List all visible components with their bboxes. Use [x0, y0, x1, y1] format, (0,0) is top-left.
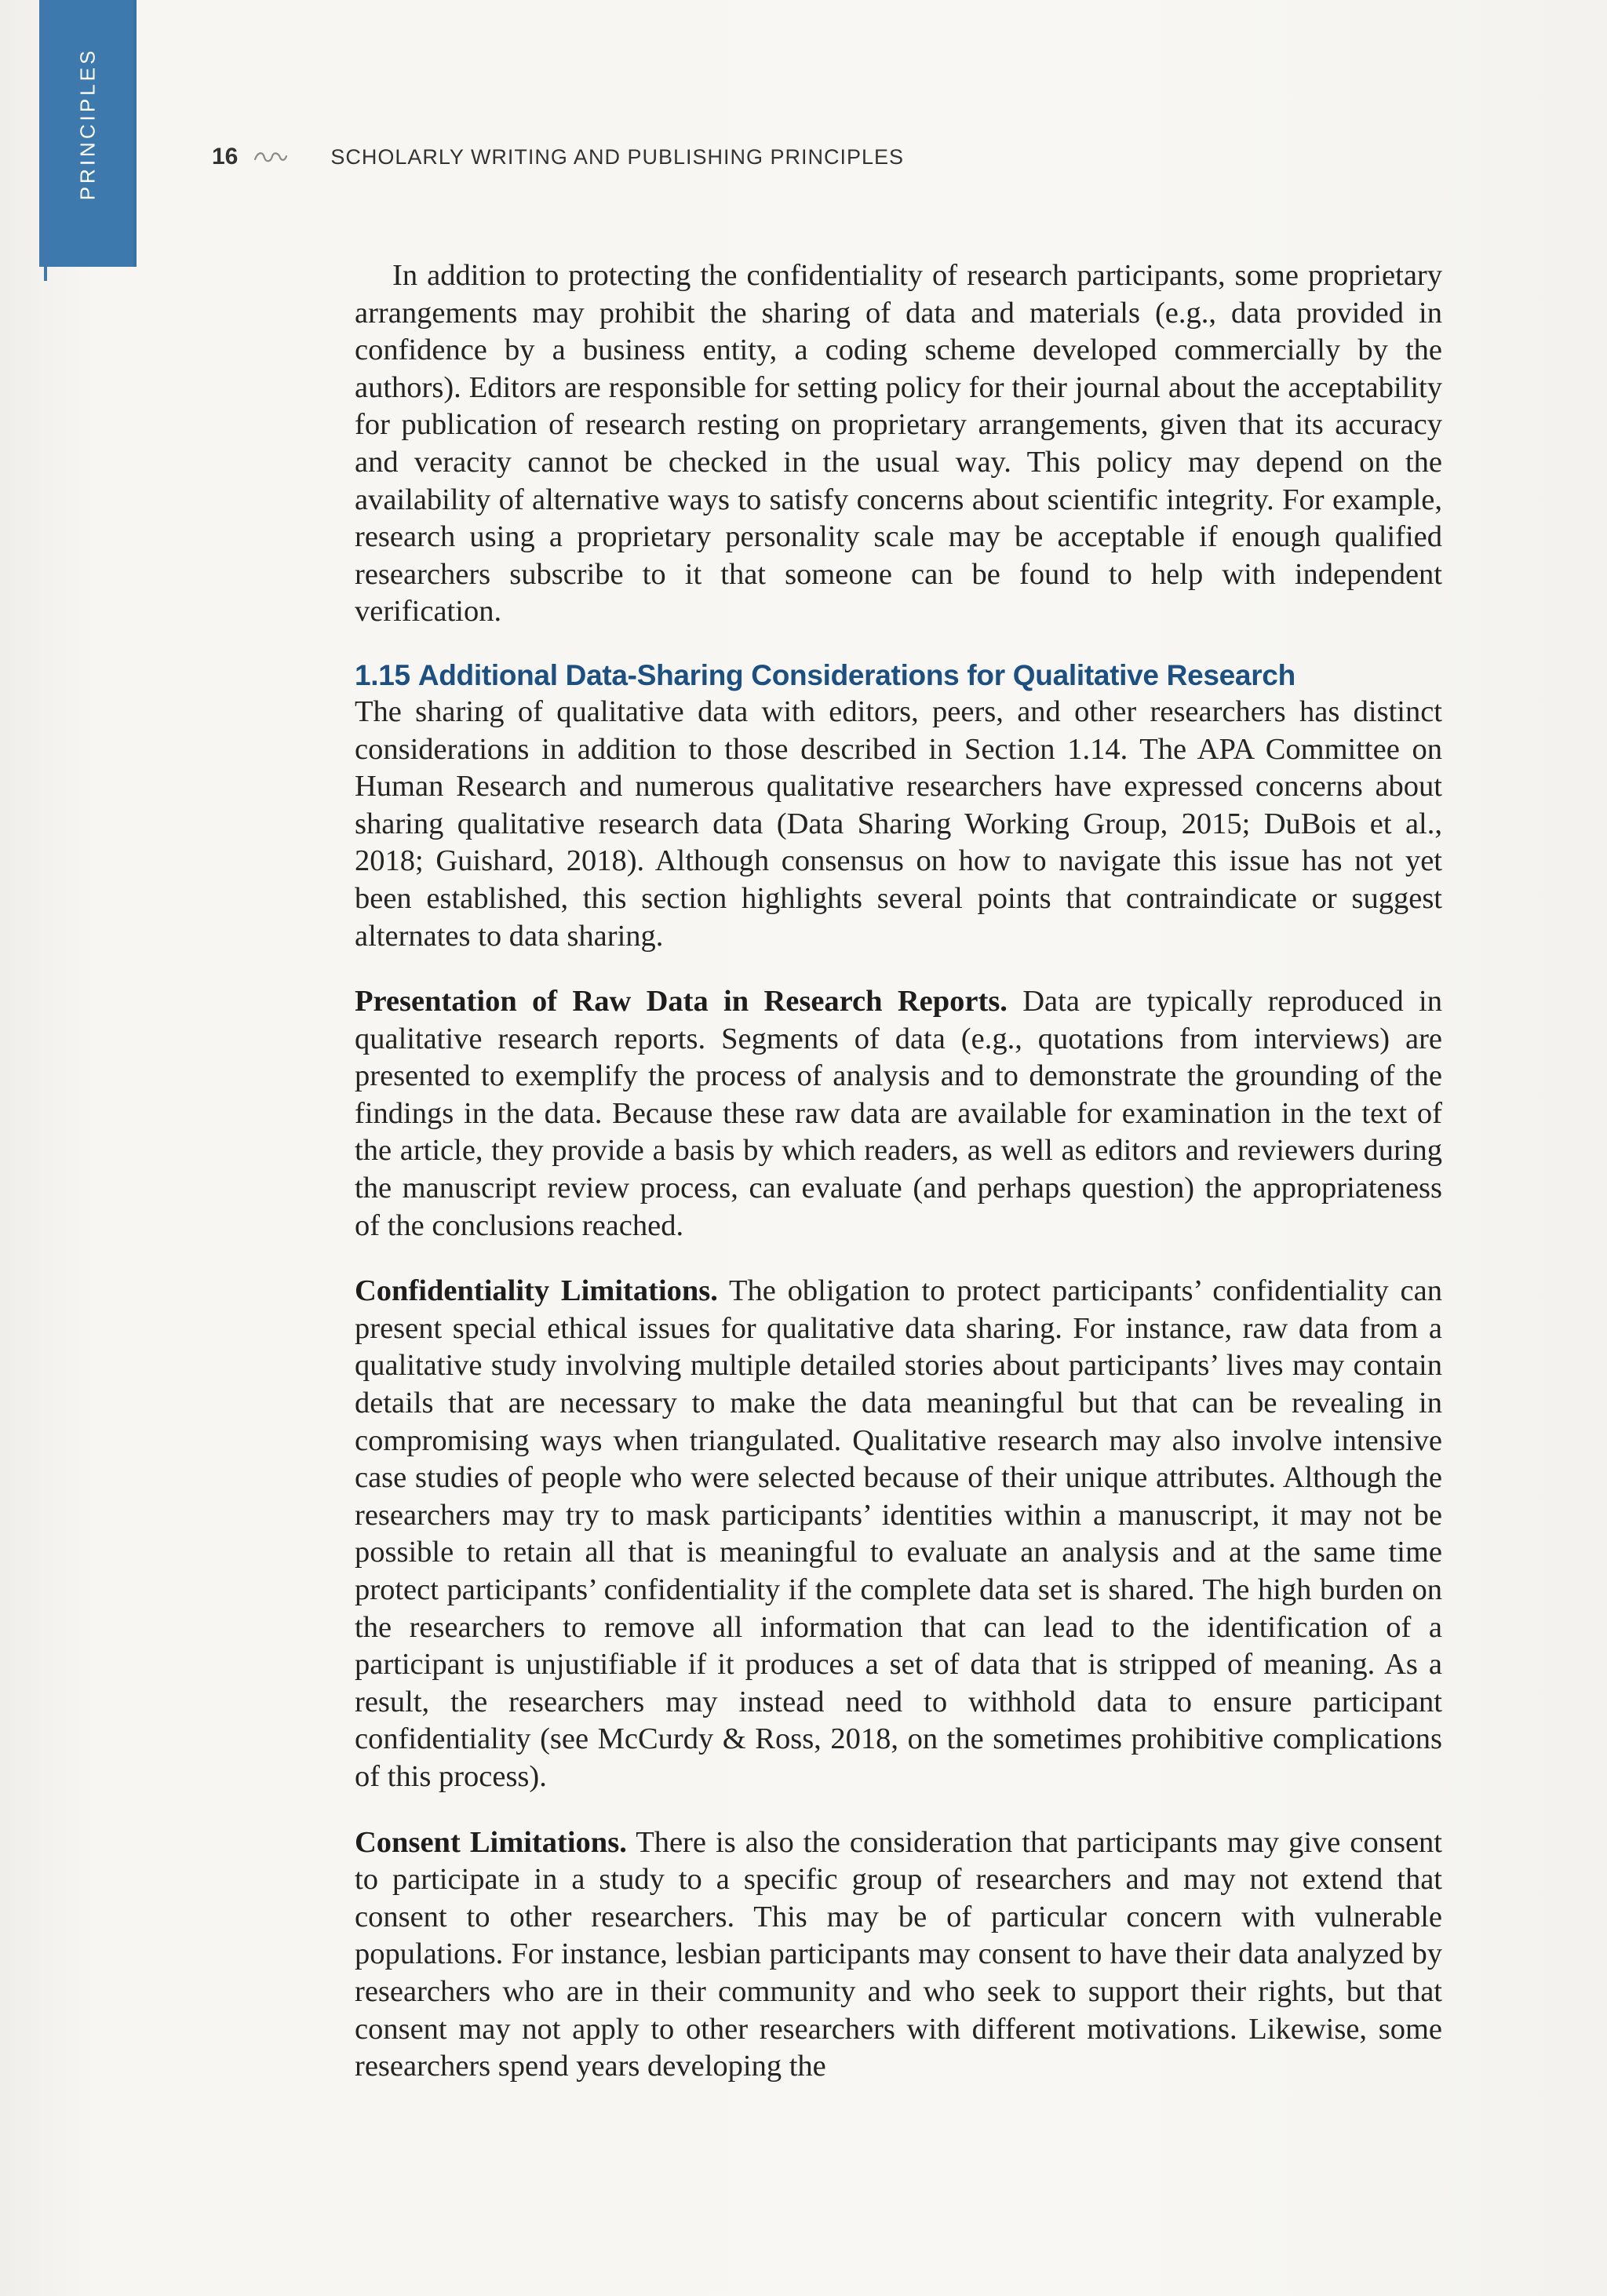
subsection-confidentiality [355, 1273, 1442, 1795]
page-number: 16 [212, 144, 239, 169]
side-tab-tick [44, 264, 47, 281]
running-head-title: SCHOLARLY WRITING AND PUBLISHING PRINCIPLES [330, 144, 905, 169]
subsection-raw-data [355, 983, 1442, 1245]
run-in-heading: Consent Limitations. [355, 1825, 627, 1859]
section-number: 1.15 [355, 658, 410, 691]
side-tab-label: PRINCIPLES [75, 47, 100, 201]
subsection-text: Data are typically reproduced in qualitative research reports. Segments of data (e.g., quotations from interviews) are presented to exemplify the process of analysis and to demonstrate the grounding of the findings in the data. Because these raw data are available for examination in the text of the article, they provide a basis by which readers, as well as editors and reviewers during the manuscript review process, can evaluate (and perhaps question) the appropriateness of the conclusions reached. [355, 985, 1442, 1242]
subsection-text: The obligation to protect participants’ confidentiality can present special ethical issues for qualitative data sharing. For instance, raw data from a qualitative study involving multiple detailed stories about participants’ lives may contain details that are necessary to make the data meaningful but that can be revealing in compromising ways when triangulated. Qualitative research may also involve intensive case studies of people who were selected because of their unique attributes. Although the researchers may try to mask participants’ identities within a manuscript, it may not be possible to retain all that is meaningful to evaluate an analysis and at the same time protect participants’ confidentiality if the complete data set is shared. The high burden on the researchers to remove all information that can lead to the identification of a participant is unjustifiable if it produces a set of data that is stripped of meaning. As a result, the researchers may instead need to withhold data to ensure participant confidentiality (see McCurdy & Ross, 2018, on the sometimes prohibitive complications of this process). [355, 1274, 1442, 1793]
section-heading [355, 658, 1442, 694]
subsection-text: There is also the consideration that participants may give consent to participate in a study to a specific group of researchers and may not extend that consent to other researchers. This may be of particular concern with vulnerable populations. For instance, lesbian participants may consent to have their data analyzed by researchers who are in their community and who seek to support their rights, but that consent may not apply to other researchers with different motivations. Likewise, some researchers spend years developing the [355, 1825, 1442, 2083]
intro-paragraph: In addition to protecting the confidentiality of research participants, some proprietary arrangements may prohibit the sharing of data and materials (e.g., data provided in confidence by a business entity, a coding scheme developed commercially by the authors). Editors are responsible for setting policy for their journal about the acceptability for publication of research resting on proprietary arrangements, given that its accuracy and veracity cannot be checked in the usual way. This policy may depend on the availability of alternative ways to satisfy concerns about scientific integrity. For example, research using a proprietary personality scale may be acceptable if enough qualified researchers subscribe to it that someone can be found to help with independent verification. [355, 259, 1442, 629]
running-head [212, 141, 904, 173]
section-intro-paragraph: The sharing of qualitative data with editors, peers, and other researchers has distinct considerations in addition to those described in Section 1.14. The APA Committee on Human Research and numerous qualitative researchers have expressed concerns about sharing qualitative research data (Data Sharing Working Group, 2015; DuBois et al., 2018; Guishard, 2018). Although consensus on how to navigate this issue has not yet been established, this section highlights several points that contraindicate or suggest alternates to data sharing. [355, 694, 1442, 953]
section-title: Additional Data-Sharing Considerations for Qualitative Research [417, 658, 1295, 691]
body-text [355, 257, 1442, 2086]
run-in-heading: Confidentiality Limitations. [355, 1274, 718, 1308]
subsection-consent [355, 1824, 1442, 2086]
run-in-heading: Presentation of Raw Data in Research Reports. [355, 985, 1008, 1019]
leaf-ornament-icon [252, 147, 290, 167]
